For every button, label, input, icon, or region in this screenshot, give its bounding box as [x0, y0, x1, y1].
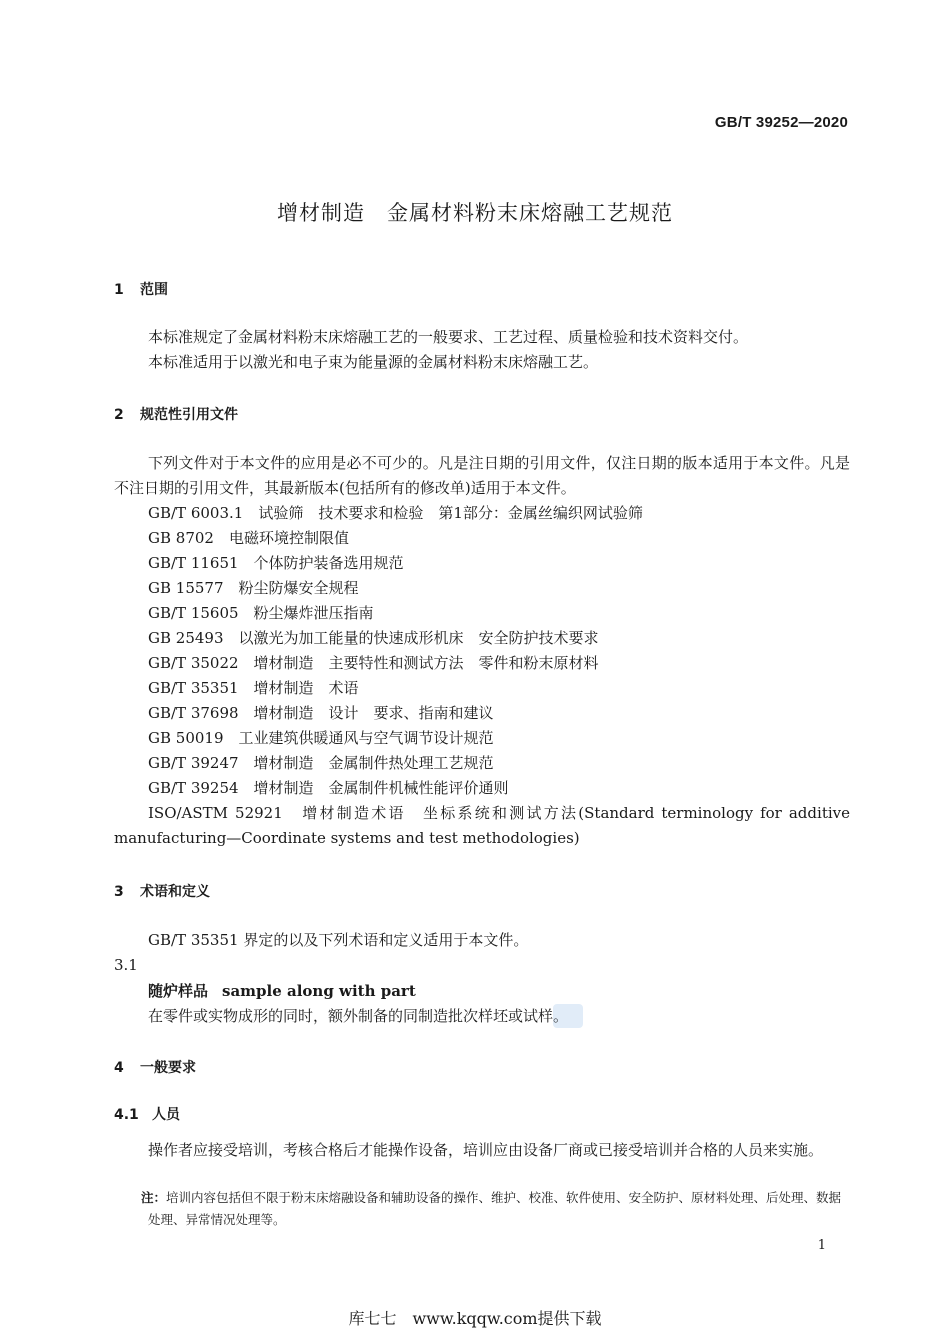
reference-item: GB/T 39254 增材制造 金属制件机械性能评价通则 [148, 779, 509, 797]
reference-item: GB 50019 工业建筑供暖通风与空气调节设计规范 [148, 729, 494, 747]
section-4-heading [114, 1057, 196, 1077]
reference-item: GB 8702 电磁环境控制限值 [148, 529, 349, 547]
section-2-intro: 下列文件对于本文件的应用是必不可少的。凡是注日期的引用文件，仅注日期的版本适用于本文件。凡是不注日期的引用文件，其最新版本(包括所有的修改单)适用于本文件。 [114, 454, 850, 497]
term-definition: 在零件或实物成形的同时，额外制备的同制造批次样坯或试样。 [148, 1007, 569, 1025]
subsection-number: 4.1 [114, 1107, 139, 1123]
subsection-4-1-heading [114, 1104, 180, 1124]
reference-item: GB/T 15605 粉尘爆炸泄压指南 [148, 604, 374, 622]
page-number: 1 [817, 1238, 826, 1253]
reference-item: GB 25493 以激光为加工能量的快速成形机床 安全防护技术要求 [148, 629, 599, 647]
section-title: 一般要求 [140, 1060, 196, 1076]
section-2-heading [114, 404, 238, 424]
reference-item: GB/T 11651 个体防护装备选用规范 [148, 554, 404, 572]
note-label: 注： [141, 1190, 167, 1205]
term-name-english: sample along with part [222, 982, 416, 1000]
section-number: 2 [114, 407, 124, 423]
section-3-intro: GB/T 35351 界定的以及下列术语和定义适用于本文件。 [148, 931, 529, 949]
reference-item: GB/T 35022 增材制造 主要特性和测试方法 零件和粉末原材料 [148, 654, 599, 672]
reference-item: GB 15577 粉尘防爆安全规程 [148, 579, 359, 597]
section-number: 3 [114, 884, 124, 900]
section-title: 范围 [140, 282, 168, 298]
reference-item-iso: ISO/ASTM 52921 增材制造术语 坐标系统和测试方法(Standard terminology for additive manufacturing—Coordinate systems and test methodologies) [114, 804, 850, 847]
reference-item: GB/T 6003.1 试验筛 技术要求和检验 第1部分：金属丝编织网试验筛 [148, 504, 643, 522]
subsection-title: 人员 [152, 1107, 180, 1123]
section-title: 术语和定义 [140, 884, 210, 900]
term-number: 3.1 [114, 956, 138, 974]
standard-code: GB/T 39252—2020 [714, 114, 848, 131]
section-1-paragraph-1: 本标准规定了金属材料粉末床熔融工艺的一般要求、工艺过程、质量检验和技术资料交付。 [148, 328, 749, 346]
section-number: 4 [114, 1060, 124, 1076]
subsection-4-1-paragraph: 操作者应接受培训，考核合格后才能操作设备，培训应由设备厂商或已接受培训并合格的人员来实施。 [148, 1141, 824, 1159]
note [141, 1187, 850, 1231]
reference-item: GB/T 35351 增材制造 术语 [148, 679, 359, 697]
section-title: 规范性引用文件 [140, 407, 238, 423]
section-1-paragraph-2: 本标准适用于以激光和电子束为能量源的金属材料粉末床熔融工艺。 [148, 353, 599, 371]
section-number: 1 [114, 282, 124, 298]
term-name [148, 979, 416, 1004]
note-text: 培训内容包括但不限于粉末床熔融设备和辅助设备的操作、维护、校准、软件使用、安全防护、原材料处理、后处理、数据处理、异常情况处理等。 [148, 1190, 842, 1227]
reference-item: GB/T 39247 增材制造 金属制件热处理工艺规范 [148, 754, 494, 772]
section-1-heading [114, 279, 168, 299]
document-title: 增材制造 金属材料粉末床熔融工艺规范 [277, 201, 673, 225]
section-3-heading [114, 881, 210, 901]
footer-download-notice: 库七七 www.kqqw.com提供下载 [348, 1309, 602, 1328]
reference-item: GB/T 37698 增材制造 设计 要求、指南和建议 [148, 704, 494, 722]
term-name-chinese: 随炉样品 [148, 982, 209, 1000]
